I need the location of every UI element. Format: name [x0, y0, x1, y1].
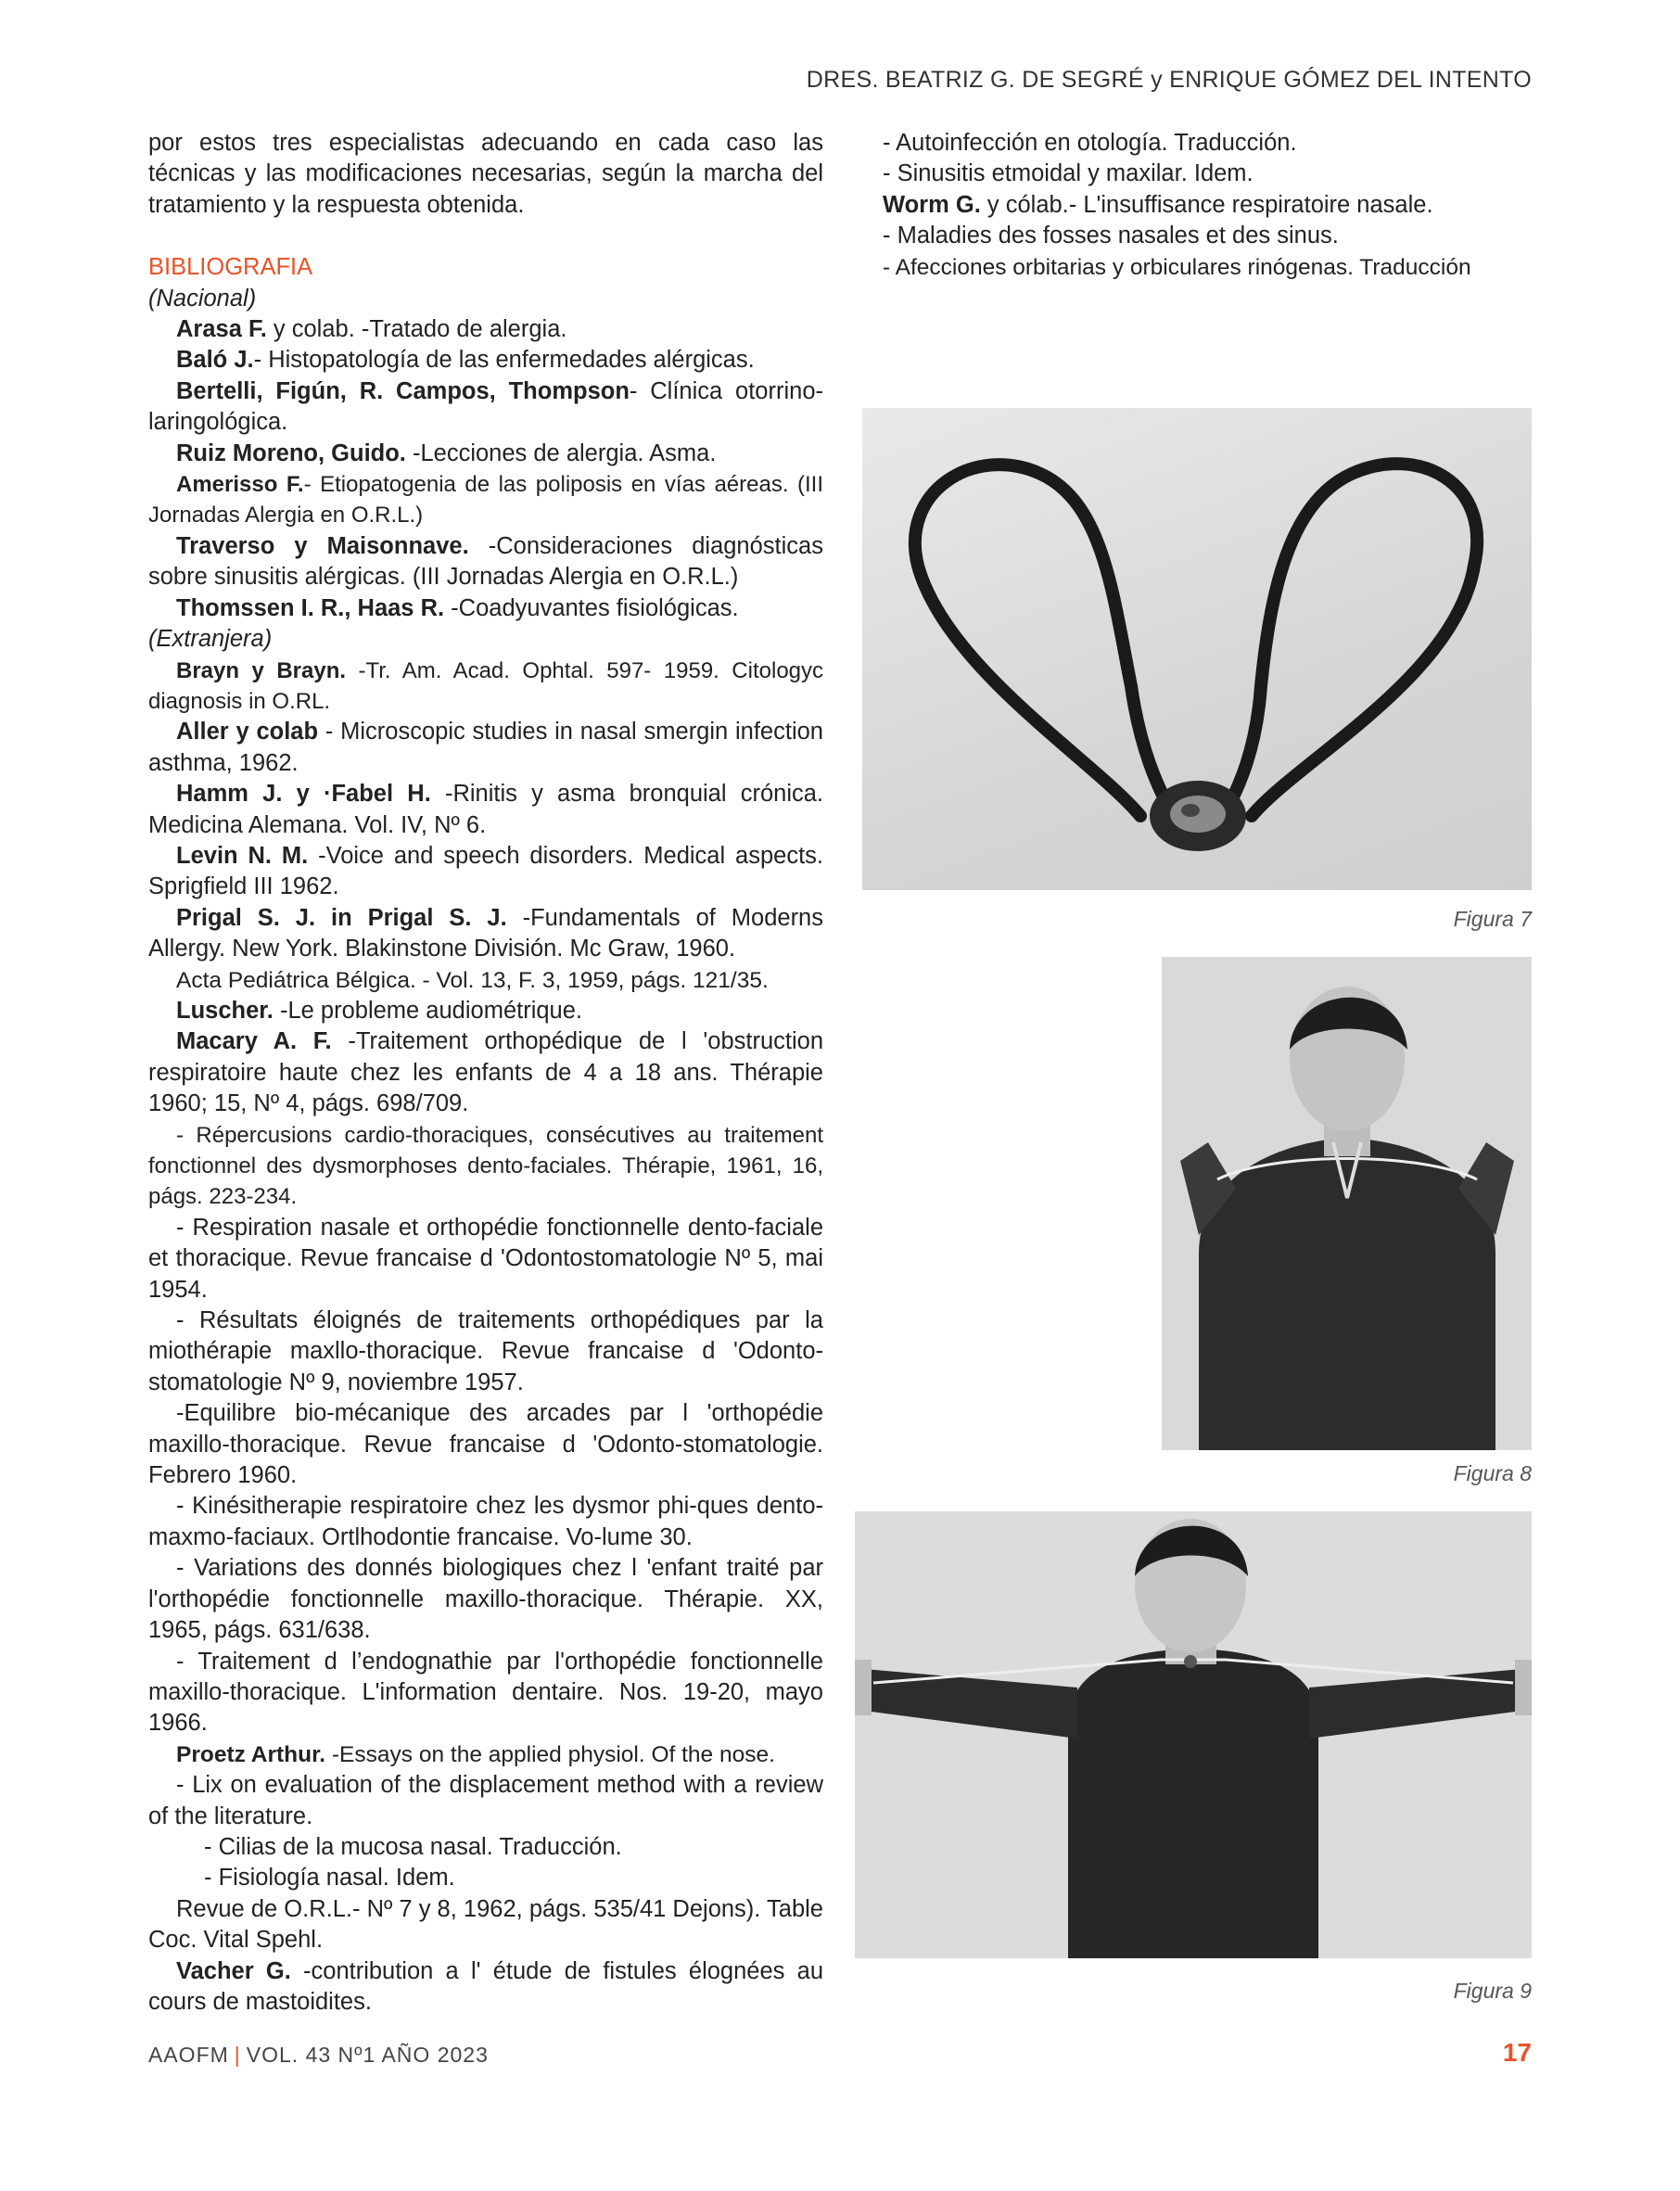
figure-8-caption: Figura 8: [1453, 1461, 1532, 1485]
ref-macary-2: - Répercusions cardio-thoraciques, consécutives au traitement fonctionnel des dysmorphoses dento-faciales. Thérapie, 1961, 16, págs. 223-234.: [148, 1122, 823, 1210]
ref-vacher: Vacher G. -contribution a l' étude de fistules élognées au cours de mastoidites.: [148, 1957, 823, 2015]
ref-acta-pediatrica: Acta Pediátrica Bélgica. - Vol. 13, F. 3, 1959, págs. 121/35.: [176, 967, 769, 993]
ref-aller: Aller y colab - Microscopic studies in nasal smergin infection asthma, 1962.: [148, 719, 823, 776]
ref-proetz-4: - Fisiología nasal. Idem.: [204, 1865, 455, 1892]
footer-journal: [148, 2043, 489, 2068]
figure-7-caption: Figura 7: [1453, 907, 1532, 931]
figure-8-photo: [1162, 957, 1532, 1450]
ref-thomssen: Thomssen I. R., Haas R. -Coadyuvantes fisiológicas.: [176, 594, 739, 621]
ref-proetz-2: - Lix on evaluation of the displacement method with a review of the literature.: [148, 1772, 823, 1829]
right-column: [883, 128, 1543, 283]
journal-volume: VOL. 43 Nº1 AÑO 2023: [246, 2043, 489, 2067]
ref-worm-3: - Afecciones orbitarias y orbiculares rinógenas. Traducción: [883, 254, 1471, 280]
ref-worm-2: - Maladies des fosses nasales et des sinus.: [883, 223, 1339, 249]
boy-stretching-device-image: [855, 1511, 1532, 1958]
figure-9-photo: [855, 1511, 1532, 1958]
ref-ruiz-moreno: Ruiz Moreno, Guido. -Lecciones de alergia. Asma.: [176, 439, 717, 466]
ref-arasa: Arasa F. y colab. -Tratado de alergia.: [176, 316, 567, 343]
ref-vacher-2: - Autoinfección en otología. Traducción.: [883, 130, 1297, 156]
elastic-loop-device-image: [862, 408, 1532, 890]
ref-macary-6: - Kinésitherapie respiratoire chez les dysmor phi-ques dento-maxmo-faciaux. Ortlhodontie francaise. Vo-lume 30.: [148, 1493, 823, 1550]
footer-separator: |: [234, 2043, 241, 2067]
boy-wearing-device-image: [1162, 957, 1532, 1450]
figure-9-caption: Figura 9: [1453, 1979, 1532, 2003]
left-column: [148, 128, 823, 2018]
ref-traverso: Traverso y Maisonnave. -Consideraciones diagnósticas sobre sinusitis alérgicas. (III Jornadas Alergia en O.R.L.): [148, 532, 823, 591]
section-nacional: (Nacional): [148, 285, 257, 312]
page-number: 17: [1502, 2038, 1532, 2067]
ref-revue-orl: Revue de O.R.L.- Nº 7 y 8, 1962, págs. 535/41 Dejons). Table Coc. Vital Spehl.: [148, 1895, 823, 1954]
ref-proetz: Proetz Arthur. -Essays on the applied physiol. Of the nose.: [176, 1741, 775, 1767]
ref-bertelli: Bertelli, Figún, R. Campos, Thompson- Clínica otorrino-laringológica.: [148, 377, 823, 436]
ref-amerisso: Amerisso F.- Etiopatogenia de las poliposis en vías aéreas. (III Jornadas Alergia en O.R.L.): [148, 472, 824, 529]
ref-worm: Worm G. y cólab.- L'insuffisance respiratoire nasale.: [883, 191, 1433, 218]
ref-macary-7: - Variations des donnés biologiques chez l 'enfant traité par l'orthopédie fonctionnelle maxillo-thoracique. Thérapie. XX, 1965, págs. 631/638.: [148, 1555, 823, 1644]
ref-brayn: Brayn y Brayn. -Tr. Am. Acad. Ophtal. 597- 1959. Citologyc diagnosis in O.RL.: [148, 657, 824, 714]
ref-macary-3: - Respiration nasale et orthopédie fonctionnelle dento-faciale et thoracique. Revue francaise d 'Odontostomatologie Nº 5, mai 1954.: [148, 1214, 823, 1303]
ref-macary-8: - Traitement d l’endognathie par l'orthopédie fonctionnelle maxillo-thoracique. L'information dentaire. Nos. 19-20, mayo 1966.: [148, 1648, 823, 1737]
ref-luscher: Luscher. -Le probleme audiométrique.: [176, 997, 582, 1024]
section-extranjera: (Extranjera): [148, 626, 273, 653]
ref-macary: Macary A. F. -Traitement orthopédique de l 'obstruction respiratoire haute chez les enfants de 4 a 18 ans. Thérapie 1960; 15, Nº 4, págs. 698/709.: [148, 1028, 824, 1117]
ref-levin: Levin N. M. -Voice and speech disorders. Medical aspects. Sprigfield III 1962.: [148, 842, 823, 900]
journal-name: AAOFM: [148, 2043, 229, 2067]
running-header: DRES. BEATRIZ G. DE SEGRÉ y ENRIQUE GÓMEZ DEL INTENTO: [806, 67, 1532, 93]
figure-7-photo: [862, 408, 1532, 890]
ref-balo: Baló J.- Histopatología de las enfermedades alérgicas.: [176, 347, 755, 374]
ref-proetz-3: - Cilias de la mucosa nasal. Traducción.: [204, 1833, 622, 1860]
intro-paragraph: por estos tres especialistas adecuando en cada caso las técnicas y las modificaciones necesarias, según la marcha del tratamiento y la respuesta obtenida.: [148, 130, 823, 218]
ref-prigal: Prigal S. J. in Prigal S. J. -Fundamentals of Moderns Allergy. New York. Blakinstone División. Mc Graw, 1960.: [148, 904, 823, 962]
ref-macary-4: - Résultats éloignés de traitements orthopédiques par la miothérapie maxllo-thoracique. Revue francaise d 'Odonto-stomatologie Nº 9, noviembre 1957.: [148, 1307, 823, 1395]
ref-vacher-3: - Sinusitis etmoidal y maxilar. Idem.: [883, 160, 1254, 187]
ref-macary-5: -Equilibre bio-mécanique des arcades par l 'orthopédie maxillo-thoracique. Revue francaise d 'Odonto-stomatologie. Febrero 1960.: [148, 1400, 823, 1489]
bibliography-title: BIBLIOGRAFIA: [148, 254, 313, 281]
ref-hamm: Hamm J. y ·Fabel H. -Rinitis y asma bronquial crónica. Medicina Alemana. Vol. IV, Nº 6.: [148, 781, 823, 838]
